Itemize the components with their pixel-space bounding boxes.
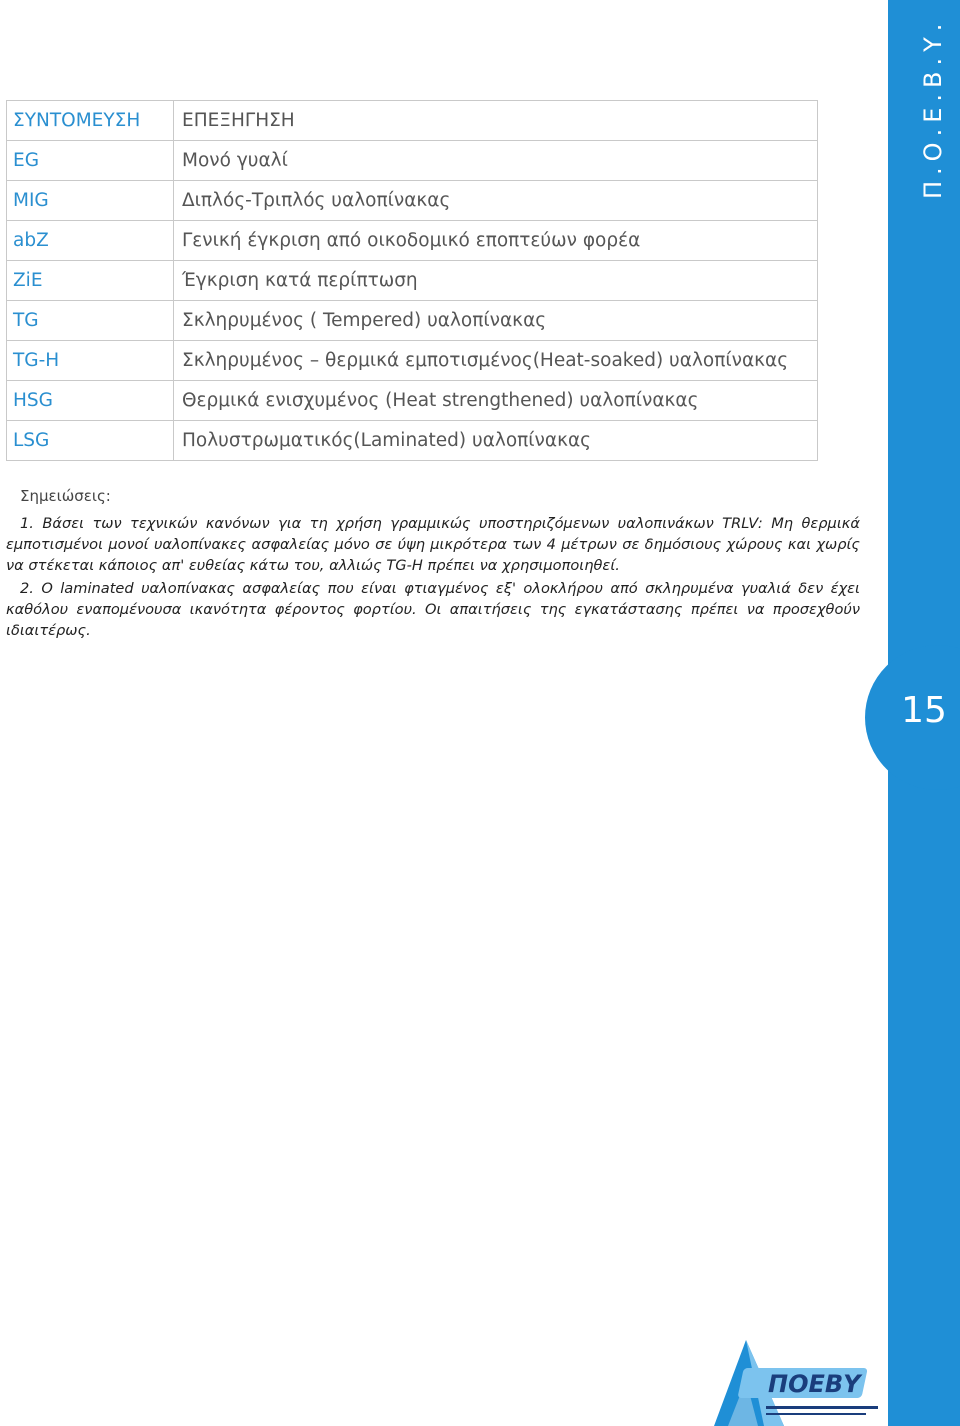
explanation-cell: Γενική έγκριση από οικοδομικό εποπτεύων φορέα xyxy=(174,221,818,261)
abbreviation-cell: LSG xyxy=(7,421,174,461)
abbreviations-table xyxy=(6,100,818,461)
note-item: 1. Βάσει των τεχνικών κανόνων για τη χρήση γραμμικώς υποστηριζόμενων υαλοπινάκων TRLV: Μη θερμικά εμποτισμένοι μονοί υαλοπίνακες ασφαλείας μόνο σε ύψη μικρότερα των 4 μέτρων σε δημόσιους χώρους και χωρίς να στέκεται κάποιος απ' ευθείας κάτω του, αλλιώς TG-H πρέπει να χρησιμοποιηθεί. xyxy=(6,515,860,574)
table-row xyxy=(7,421,818,461)
side-label-wrap xyxy=(888,0,960,260)
explanation-cell: Έγκριση κατά περίπτωση xyxy=(174,261,818,301)
explanation-cell: Μονό γυαλί xyxy=(174,141,818,181)
explanation-cell: Πολυστρωματικός(Laminated) υαλοπίνακας xyxy=(174,421,818,461)
abbreviation-cell: abZ xyxy=(7,221,174,261)
table-header-row xyxy=(7,101,818,141)
abbreviation-cell: HSG xyxy=(7,381,174,421)
abbreviation-cell: MIG xyxy=(7,181,174,221)
header-abbreviation: ΣΥΝΤΟΜΕΥΣΗ xyxy=(7,101,174,141)
header-explanation: ΕΠΕΞΗΓΗΣΗ xyxy=(174,101,818,141)
note-item: 2. Ο laminated υαλοπίνακας ασφαλείας που είναι φτιαγμένος εξ' ολοκλήρου από σκληρυμένα γυαλιά δεν έχει καθόλου εναπομένουσα ικανότητα φέροντος φορτίου. Οι απαιτήσεις της εγκατάστασης πρέπει να προσεχθούν ιδιαιτέρως. xyxy=(6,580,860,639)
explanation-cell: Διπλός-Τριπλός υαλοπίνακας xyxy=(174,181,818,221)
explanation-cell: Σκληρυμένος – θερμικά εμποτισμένος(Heat-soaked) υαλοπίνακας xyxy=(174,341,818,381)
explanation-cell: Θερμικά ενισχυμένος (Heat strengthened) υαλοπίνακας xyxy=(174,381,818,421)
notes-title: Σημειώσεις: xyxy=(20,487,111,505)
table-row xyxy=(7,381,818,421)
table-row xyxy=(7,341,818,381)
table-row xyxy=(7,181,818,221)
poeby-logo xyxy=(706,1320,882,1426)
abbreviation-cell: TG-H xyxy=(7,341,174,381)
table-row xyxy=(7,141,818,181)
page-number: 15 xyxy=(901,690,947,731)
side-label: Π.Ο.Ε.Β.Υ. xyxy=(919,17,947,199)
abbreviation-cell: TG xyxy=(7,301,174,341)
abbreviation-cell: ZiE xyxy=(7,261,174,301)
explanation-cell: Σκληρυμένος ( Tempered) υαλοπίνακας xyxy=(174,301,818,341)
abbreviation-cell: EG xyxy=(7,141,174,181)
notes-section xyxy=(6,486,860,641)
table-row xyxy=(7,301,818,341)
logo-text: ΠΟΕΒΥ xyxy=(768,1370,861,1398)
table-row xyxy=(7,261,818,301)
table-row xyxy=(7,221,818,261)
